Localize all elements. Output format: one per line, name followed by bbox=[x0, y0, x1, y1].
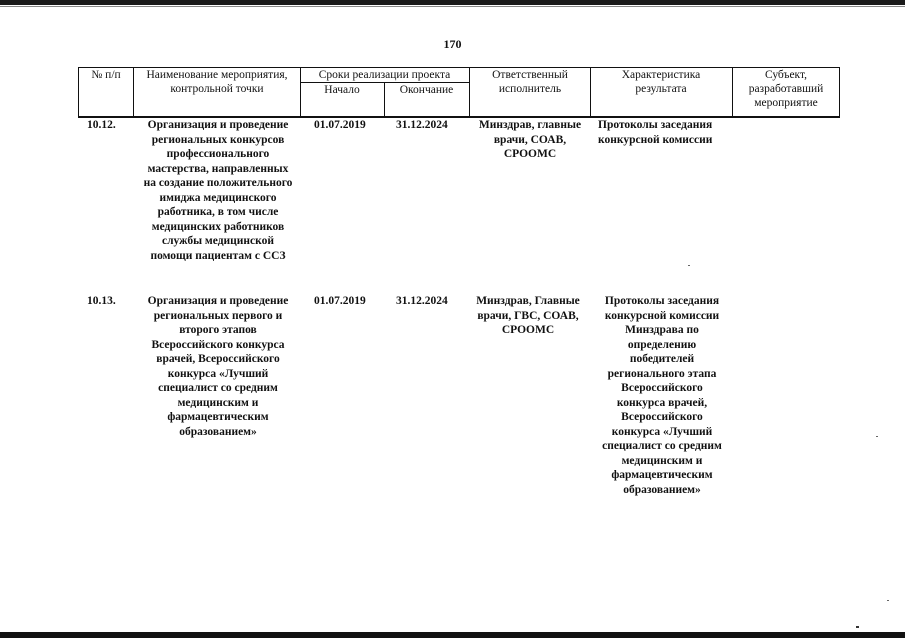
scan-speck bbox=[887, 600, 889, 601]
scan-speck bbox=[876, 436, 878, 437]
scan-top-border bbox=[0, 0, 905, 5]
col-divider-5 bbox=[469, 67, 470, 118]
header-terms-group: Сроки реализации проекта bbox=[318, 69, 451, 81]
header-num: № п/п bbox=[91, 69, 121, 81]
row-end: 31.12.2024 bbox=[396, 295, 448, 307]
row-result: Протоколы заседания конкурсной комиссии Минздрава по определению победителей регионального этапа Всероссийского конкурса врачей, Всероссийского конкурса «Лучший специалист со средним медицинским и фармацевтическим образованием» bbox=[602, 295, 722, 496]
col-divider-8 bbox=[839, 67, 840, 118]
header-start: Начало bbox=[324, 84, 360, 96]
row-result: Протоколы заседания конкурсной комиссии bbox=[598, 119, 713, 146]
row-num: 10.13. bbox=[87, 295, 116, 307]
row-start: 01.07.2019 bbox=[314, 119, 366, 131]
header-result: Характеристика результата bbox=[621, 69, 701, 95]
header-subject: Субъект, разработавший мероприятие bbox=[748, 69, 824, 109]
row-responsible: Минздрав, Главные врачи, ГВС, СОАВ, СРООМС bbox=[476, 295, 580, 336]
header-responsible: Ответственный исполнитель bbox=[492, 69, 568, 95]
header-name: Наименование мероприятия, контрольной точки bbox=[146, 69, 288, 95]
header-end: Окончание bbox=[399, 84, 454, 96]
scan-top-border-thin bbox=[0, 6, 905, 7]
row-start: 01.07.2019 bbox=[314, 295, 366, 307]
col-divider-7 bbox=[732, 67, 733, 118]
scan-bottom-border bbox=[0, 632, 905, 638]
row-responsible: Минздрав, главные врачи, СОАВ, СРООМС bbox=[478, 119, 582, 160]
row-end: 31.12.2024 bbox=[396, 119, 448, 131]
col-divider-2 bbox=[133, 67, 134, 118]
row-name: Организация и проведение региональных конкурсов профессионального мастерства, направленных на создание положительного имиджа медицинского работника, в том числе медицинских работников службы медицинской помощи пациентам с ССЗ bbox=[143, 119, 293, 262]
col-divider-6 bbox=[590, 67, 591, 118]
row-num: 10.12. bbox=[87, 119, 116, 131]
page-number: 170 bbox=[443, 37, 462, 51]
scan-speck bbox=[856, 626, 859, 628]
row-name: Организация и проведение региональных первого и второго этапов Всероссийского конкурса врачей, Всероссийского конкурса «Лучший специалист со средним медицинским и фармацевтическим образованием» bbox=[147, 295, 289, 438]
scan-speck bbox=[688, 265, 690, 266]
